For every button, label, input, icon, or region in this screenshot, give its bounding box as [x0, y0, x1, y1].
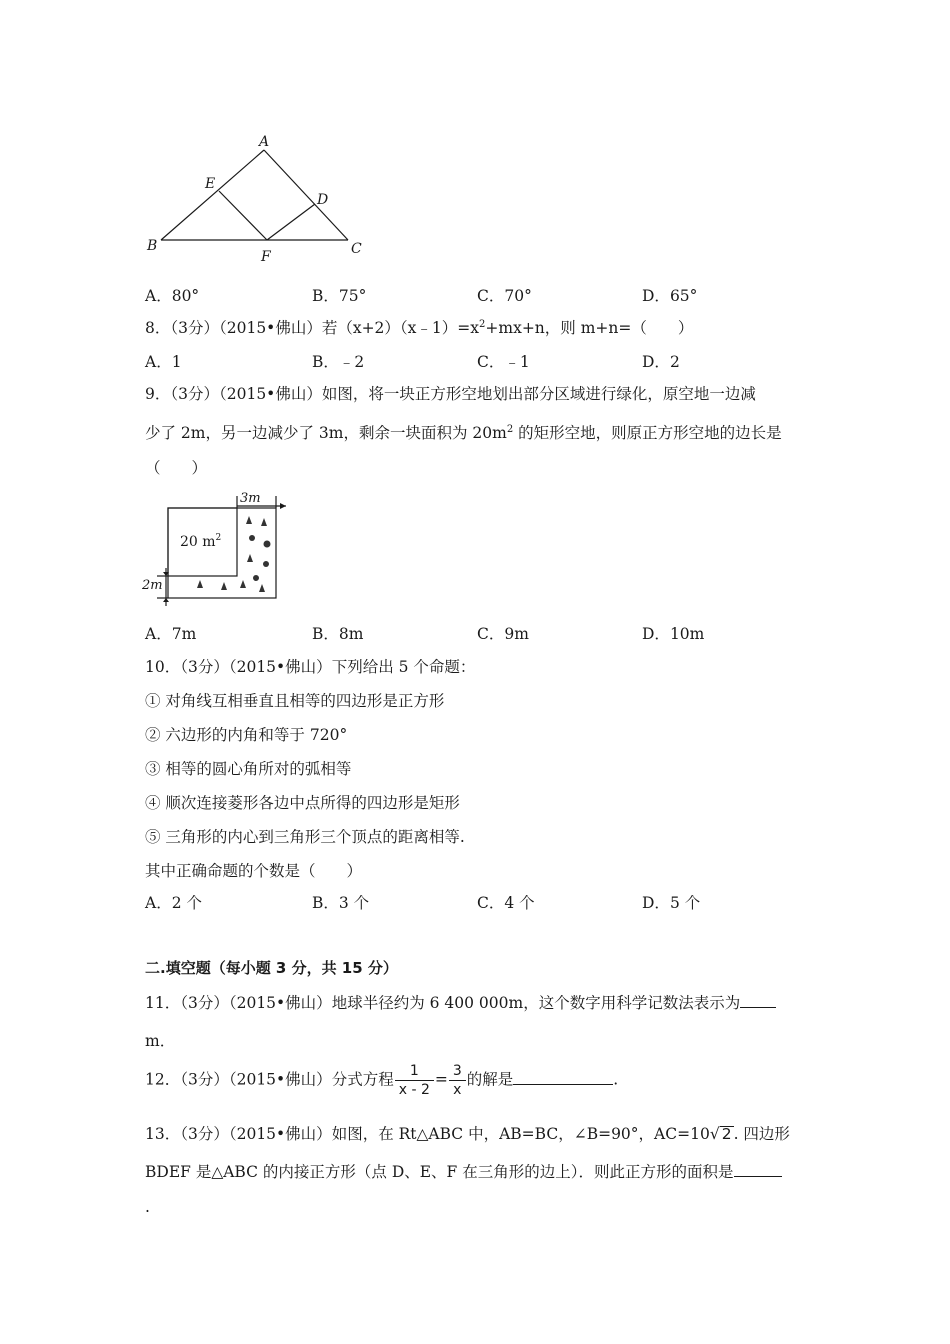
- option-b[interactable]: B．75°: [312, 287, 367, 305]
- fraction-2: $\frac{3}{x}$: [449, 1062, 466, 1099]
- q13-stem-line2: BDEF 是△ABC 的内接正方形（点 D、E、F 在三角形的边上）．则此正方形的面积是: [145, 1160, 782, 1182]
- area-label: 20 $m^2$: [180, 533, 222, 550]
- q9-stem-line3: （ ）: [145, 459, 208, 477]
- q10-proposition: ⑤ 三角形的内心到三角形三个顶点的距离相等.: [145, 828, 465, 846]
- q9-square-figure: [140, 488, 300, 606]
- top-dimension-label: 3m: [240, 491, 261, 506]
- label-c: C: [351, 241, 362, 257]
- option-d[interactable]: D．5 个: [642, 894, 701, 912]
- option-a[interactable]: A．2 个: [145, 894, 202, 912]
- answer-blank[interactable]: [740, 993, 776, 1008]
- q10-proposition: ③ 相等的圆心角所对的弧相等: [145, 760, 352, 778]
- answer-blank[interactable]: [734, 1162, 782, 1177]
- option-b[interactable]: B．8m: [312, 625, 364, 643]
- option-a[interactable]: A．7m: [145, 625, 197, 643]
- label-a: A: [259, 134, 270, 150]
- original-square: [168, 508, 276, 598]
- option-d[interactable]: D．65°: [642, 287, 698, 305]
- q10-proposition: ② 六边形的内角和等于 720°: [145, 726, 348, 744]
- option-a[interactable]: A．80°: [145, 287, 200, 305]
- option-b[interactable]: B．3 个: [312, 894, 370, 912]
- option-c[interactable]: C．﹣1: [477, 353, 530, 371]
- q9-stem-line2: 少了 2m，另一边减少了 3m，剩余一块面积为 $20m^2$ 的矩形空地，则原正方形空地的边长是: [145, 424, 782, 442]
- label-d: D: [317, 192, 329, 208]
- q9-stem-line1: 9．（3分）（2015•佛山）如图，将一块正方形空地划出部分区域进行绿化，原空地一边减: [145, 385, 756, 403]
- option-a[interactable]: A．1: [145, 353, 182, 371]
- q10-proposition: ① 对角线互相垂直且相等的四边形是正方形: [145, 692, 445, 710]
- answer-blank[interactable]: [513, 1070, 613, 1085]
- option-d[interactable]: D．10m: [642, 625, 705, 643]
- q8-stem: 8．（3分）（2015•佛山）若$(x+2)(x﹣1)=x^2+mx+n$，则 m+n=（ ）: [145, 319, 694, 337]
- label-e: E: [205, 176, 216, 192]
- section-heading: 二.填空题（每小题 3 分，共 15 分）: [145, 959, 398, 977]
- segment-fd: [267, 204, 315, 240]
- option-c[interactable]: C．70°: [477, 287, 532, 305]
- q7-triangle-figure: [135, 128, 375, 268]
- fraction-1: $\frac{1}{x - 2}$: [395, 1062, 434, 1099]
- q13-stem-line3: .: [145, 1198, 150, 1216]
- tree-icons: [197, 516, 271, 592]
- option-d[interactable]: D．2: [642, 353, 680, 371]
- label-b: B: [147, 238, 158, 254]
- q10-stem: 10．（3分）（2015•佛山）下列给出 5 个命题：: [145, 658, 476, 676]
- segment-ef: [219, 191, 267, 240]
- q10-proposition: ④ 顺次连接菱形各边中点所得的四边形是矩形: [145, 794, 460, 812]
- side-ac: [264, 150, 348, 240]
- label-f: F: [261, 249, 271, 265]
- option-c[interactable]: C．9m: [477, 625, 529, 643]
- left-dimension-label: 2m: [142, 578, 163, 593]
- q11-stem: 11．（3分）（2015•佛山）地球半径约为 6 400 000m，这个数字用科学记数法表示为: [145, 991, 776, 1013]
- arrow-icon: [280, 503, 286, 509]
- q11-tail: m．: [145, 1032, 176, 1050]
- sqrt-symbol: √: [709, 1125, 720, 1143]
- q13-stem-line1: 13．（3分）（2015•佛山）如图，在 Rt△ABC 中，AB=BC，∠B=90°，AC=10√ 2 . 四边形: [145, 1125, 790, 1143]
- option-b[interactable]: B．﹣2: [312, 353, 365, 371]
- side-ab: [161, 150, 264, 240]
- option-c[interactable]: C．4 个: [477, 894, 535, 912]
- q12-stem: 12．（3分）（2015•佛山）分式方程 $\frac{1}{x - 2}$ = $\frac{3}{x}$ 的解是 .: [145, 1063, 619, 1098]
- q10-question: 其中正确命题的个数是（ ）: [145, 862, 363, 880]
